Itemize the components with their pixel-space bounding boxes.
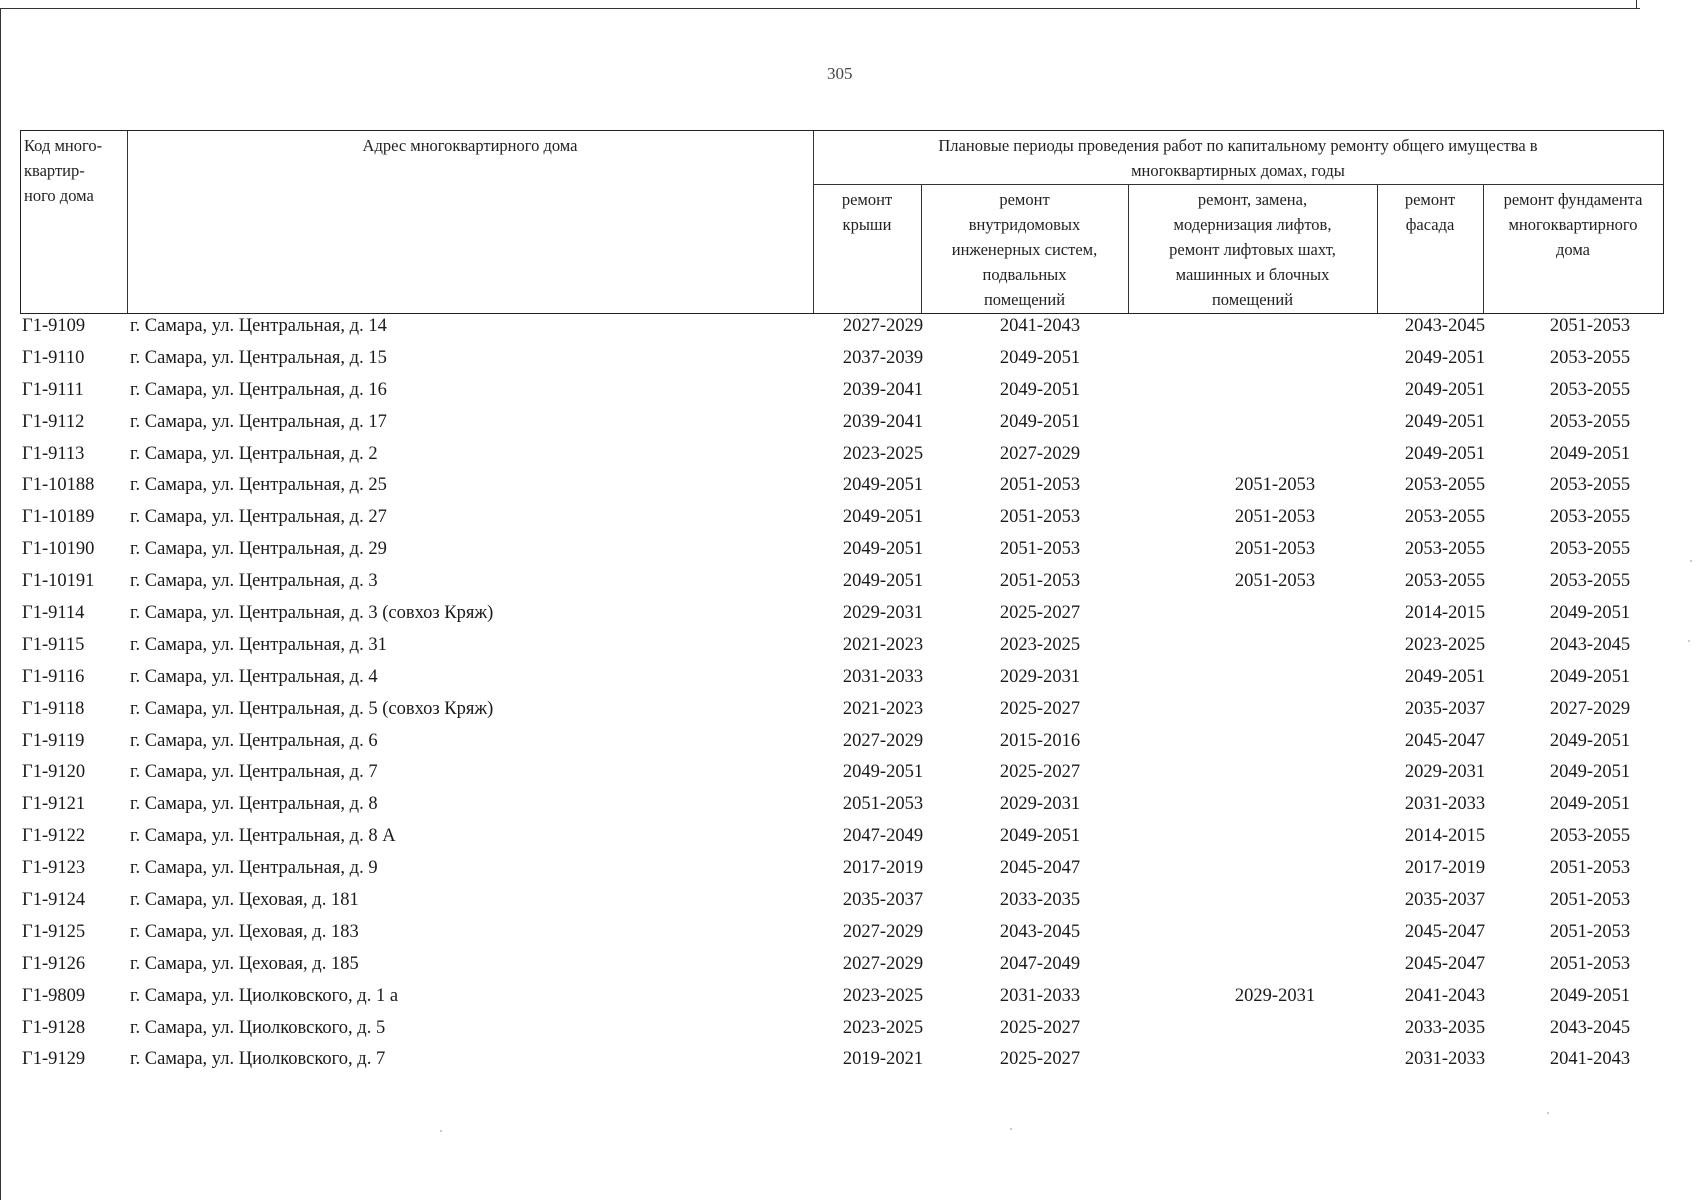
- cell-engineering: 2051-2053: [999, 475, 1081, 496]
- cell-facade: 2049-2051: [1404, 411, 1486, 432]
- cell-address: г. Самара, ул. Центральная, д. 2: [130, 443, 378, 464]
- cell-address: г. Самара, ул. Циолковского, д. 7: [130, 1049, 386, 1070]
- cell-code: Г1-10188: [22, 475, 95, 496]
- cell-code: Г1-10189: [22, 507, 95, 528]
- cell-roof: 2047-2049: [842, 826, 924, 847]
- cell-facade: 2053-2055: [1404, 539, 1486, 560]
- cell-roof: 2027-2029: [842, 953, 924, 974]
- cell-roof: 2037-2039: [842, 347, 924, 368]
- header-lift: ремонт, замена, модернизация лифтов, ремонт лифтовых шахт, машинных и блочных помещений: [1169, 190, 1336, 309]
- cell-foundation: 2027-2029: [1549, 698, 1631, 719]
- cell-roof: 2023-2025: [842, 985, 924, 1006]
- cell-facade: 2029-2031: [1404, 762, 1486, 783]
- cell-code: Г1-9120: [22, 762, 86, 783]
- cell-address: г. Самара, ул. Центральная, д. 3: [130, 571, 378, 592]
- cell-foundation: 2053-2055: [1549, 571, 1631, 592]
- cell-facade: 2014-2015: [1404, 826, 1486, 847]
- cell-foundation: 2053-2055: [1549, 539, 1631, 560]
- cell-code: Г1-9109: [22, 316, 86, 336]
- cell-roof: 2021-2023: [842, 698, 924, 719]
- cell-facade: 2049-2051: [1404, 379, 1486, 400]
- cell-foundation: 2051-2053: [1549, 858, 1631, 879]
- cell-address: г. Самара, ул. Центральная, д. 31: [130, 634, 387, 655]
- cell-foundation: 2049-2051: [1549, 603, 1631, 624]
- scan-speck: [1688, 640, 1690, 642]
- cell-code: Г1-9116: [22, 666, 85, 687]
- cell-foundation: 2053-2055: [1549, 475, 1631, 496]
- cell-code: Г1-9118: [22, 698, 85, 719]
- cell-code: Г1-9126: [22, 953, 86, 974]
- cell-foundation: 2051-2053: [1549, 921, 1631, 942]
- cell-foundation: 2053-2055: [1549, 411, 1631, 432]
- cell-facade: 2049-2051: [1404, 347, 1486, 368]
- table-row: [20, 728, 1664, 760]
- cell-address: г. Самара, ул. Цеховая, д. 185: [130, 953, 359, 974]
- cell-code: Г1-9123: [22, 858, 86, 879]
- cell-facade: 2023-2025: [1404, 634, 1486, 655]
- page-frame-left: [0, 8, 1, 1200]
- table-row: [20, 1015, 1664, 1047]
- table-row: [20, 632, 1664, 664]
- cell-code: Г1-9122: [22, 826, 86, 847]
- cell-foundation: 2043-2045: [1549, 1017, 1631, 1038]
- cell-engineering: 2041-2043: [999, 316, 1081, 336]
- cell-address: г. Самара, ул. Центральная, д. 25: [130, 475, 387, 496]
- table-row: [20, 377, 1664, 409]
- cell-engineering: 2027-2029: [999, 443, 1081, 464]
- cell-roof: 2049-2051: [842, 762, 924, 783]
- cell-foundation: 2053-2055: [1549, 347, 1631, 368]
- cell-roof: 2019-2021: [842, 1049, 924, 1070]
- cell-address: г. Самара, ул. Центральная, д. 16: [130, 379, 387, 400]
- table-row: [20, 919, 1664, 951]
- cell-roof: 2049-2051: [842, 475, 924, 496]
- table-row: [20, 472, 1664, 504]
- cell-roof: 2027-2029: [842, 921, 924, 942]
- cell-roof: 2049-2051: [842, 539, 924, 560]
- table-row: [20, 600, 1664, 632]
- cell-facade: 2053-2055: [1404, 475, 1486, 496]
- cell-foundation: 2051-2053: [1549, 890, 1631, 911]
- cell-engineering: 2025-2027: [999, 762, 1081, 783]
- cell-lift: 2051-2053: [1234, 507, 1316, 528]
- header-engineering: ремонт внутридомовых инженерных систем, подвальных помещений: [951, 190, 1098, 309]
- cell-code: Г1-9113: [22, 443, 85, 464]
- table-row: [20, 504, 1664, 536]
- cell-roof: 2027-2029: [842, 730, 924, 751]
- header-facade: ремонт фасада: [1404, 190, 1456, 234]
- cell-roof: 2031-2033: [842, 666, 924, 687]
- cell-address: г. Самара, ул. Цеховая, д. 183: [130, 921, 359, 942]
- cell-facade: 2031-2033: [1404, 1049, 1486, 1070]
- cell-roof: 2021-2023: [842, 634, 924, 655]
- header-code: Код много- квартир- ного дома: [24, 136, 103, 205]
- cell-foundation: 2053-2055: [1549, 507, 1631, 528]
- cell-address: г. Самара, ул. Цеховая, д. 181: [130, 890, 359, 911]
- cell-lift: 2029-2031: [1234, 985, 1316, 1006]
- cell-facade: 2014-2015: [1404, 603, 1486, 624]
- cell-facade: 2049-2051: [1404, 443, 1486, 464]
- cell-code: Г1-9809: [22, 985, 86, 1006]
- cell-foundation: 2051-2053: [1549, 316, 1631, 336]
- cell-facade: 2031-2033: [1404, 794, 1486, 815]
- cell-engineering: 2049-2051: [999, 379, 1081, 400]
- header-address: Адрес многоквартирного дома: [362, 136, 578, 155]
- cell-engineering: 2023-2025: [999, 634, 1081, 655]
- scan-speck: [1010, 1128, 1012, 1130]
- page-frame-top: [0, 8, 1640, 9]
- cell-roof: 2023-2025: [842, 443, 924, 464]
- cell-code: Г1-9112: [22, 411, 85, 432]
- cell-engineering: 2045-2047: [999, 858, 1081, 879]
- cell-address: г. Самара, ул. Центральная, д. 8: [130, 794, 378, 815]
- table-row: [20, 441, 1664, 473]
- cell-address: г. Самара, ул. Центральная, д. 29: [130, 539, 387, 560]
- cell-address: г. Самара, ул. Центральная, д. 17: [130, 411, 387, 432]
- cell-engineering: 2025-2027: [999, 603, 1081, 624]
- cell-address: г. Самара, ул. Центральная, д. 14: [130, 316, 387, 336]
- table-row: [20, 983, 1664, 1015]
- cell-code: Г1-9121: [22, 794, 86, 815]
- table-row: [20, 823, 1664, 855]
- cell-engineering: 2051-2053: [999, 539, 1081, 560]
- cell-facade: 2045-2047: [1404, 921, 1486, 942]
- cell-lift: 2051-2053: [1234, 571, 1316, 592]
- table-row: [20, 855, 1664, 887]
- scan-speck: [440, 1130, 442, 1132]
- cell-code: Г1-9125: [22, 921, 86, 942]
- cell-engineering: 2025-2027: [999, 698, 1081, 719]
- cell-foundation: 2043-2045: [1549, 634, 1631, 655]
- cell-address: г. Самара, ул. Центральная, д. 27: [130, 507, 387, 528]
- cell-code: Г1-10191: [22, 571, 95, 592]
- cell-address: г. Самара, ул. Центральная, д. 8 А: [130, 826, 396, 847]
- cell-engineering: 2049-2051: [999, 411, 1081, 432]
- cell-facade: 2035-2037: [1404, 698, 1486, 719]
- cell-facade: 2043-2045: [1404, 316, 1486, 336]
- table-row: [20, 951, 1664, 983]
- cell-foundation: 2049-2051: [1549, 666, 1631, 687]
- cell-engineering: 2047-2049: [999, 953, 1081, 974]
- cell-roof: 2049-2051: [842, 571, 924, 592]
- cell-address: г. Самара, ул. Центральная, д. 9: [130, 858, 378, 879]
- cell-roof: 2051-2053: [842, 794, 924, 815]
- cell-roof: 2049-2051: [842, 507, 924, 528]
- cell-code: Г1-9119: [22, 730, 85, 751]
- cell-engineering: 2049-2051: [999, 347, 1081, 368]
- cell-foundation: 2049-2051: [1549, 443, 1631, 464]
- cell-facade: 2045-2047: [1404, 953, 1486, 974]
- cell-facade: 2053-2055: [1404, 507, 1486, 528]
- header-foundation: ремонт фундамента многоквартирного дома: [1503, 190, 1643, 259]
- cell-code: Г1-9128: [22, 1017, 86, 1038]
- cell-facade: 2017-2019: [1404, 858, 1486, 879]
- cell-code: Г1-9124: [22, 890, 86, 911]
- cell-code: Г1-9115: [22, 634, 85, 655]
- cell-engineering: 2051-2053: [999, 507, 1081, 528]
- cell-foundation: 2053-2055: [1549, 379, 1631, 400]
- cell-foundation: 2049-2051: [1549, 730, 1631, 751]
- cell-engineering: 2049-2051: [999, 826, 1081, 847]
- cell-address: г. Самара, ул. Циолковского, д. 1 а: [130, 985, 399, 1006]
- cell-facade: 2053-2055: [1404, 571, 1486, 592]
- cell-engineering: 2031-2033: [999, 985, 1081, 1006]
- table-row: [20, 568, 1664, 600]
- cell-engineering: 2015-2016: [999, 730, 1081, 751]
- cell-roof: 2039-2041: [842, 379, 924, 400]
- cell-address: г. Самара, ул. Центральная, д. 4: [130, 666, 378, 687]
- cell-code: Г1-9110: [22, 347, 85, 368]
- table-row: [20, 791, 1664, 823]
- cell-facade: 2035-2037: [1404, 890, 1486, 911]
- cell-lift: 2051-2053: [1234, 539, 1316, 560]
- table-row: [20, 536, 1664, 568]
- cell-engineering: 2029-2031: [999, 666, 1081, 687]
- cell-address: г. Самара, ул. Центральная, д. 5 (совхоз Кряж): [130, 698, 494, 719]
- table-body: [20, 313, 1664, 1078]
- cell-roof: 2035-2037: [842, 890, 924, 911]
- cell-lift: 2051-2053: [1234, 475, 1316, 496]
- table-row: [20, 409, 1664, 441]
- cell-address: г. Самара, ул. Центральная, д. 6: [130, 730, 378, 751]
- header-divider: [813, 184, 1663, 185]
- scan-speck: [1547, 1112, 1549, 1114]
- cell-foundation: 2041-2043: [1549, 1049, 1631, 1070]
- cell-roof: 2027-2029: [842, 316, 924, 336]
- cell-engineering: 2033-2035: [999, 890, 1081, 911]
- cell-roof: 2023-2025: [842, 1017, 924, 1038]
- table-row: [20, 696, 1664, 728]
- cell-foundation: 2053-2055: [1549, 826, 1631, 847]
- cell-engineering: 2051-2053: [999, 571, 1081, 592]
- cell-address: г. Самара, ул. Центральная, д. 7: [130, 762, 378, 783]
- cell-engineering: 2025-2027: [999, 1017, 1081, 1038]
- cell-roof: 2039-2041: [842, 411, 924, 432]
- cell-foundation: 2051-2053: [1549, 953, 1631, 974]
- table-row: [20, 887, 1664, 919]
- table-row: [20, 759, 1664, 791]
- cell-facade: 2041-2043: [1404, 985, 1486, 1006]
- cell-engineering: 2043-2045: [999, 921, 1081, 942]
- header-divider: [127, 131, 128, 313]
- cell-code: Г1-9129: [22, 1049, 86, 1070]
- cell-code: Г1-9111: [22, 379, 84, 400]
- header-roof: ремонт крыши: [841, 190, 893, 234]
- cell-address: г. Самара, ул. Центральная, д. 15: [130, 347, 387, 368]
- cell-address: г. Самара, ул. Циолковского, д. 5: [130, 1017, 386, 1038]
- cell-foundation: 2049-2051: [1549, 794, 1631, 815]
- table-row: [20, 1046, 1664, 1078]
- cell-foundation: 2049-2051: [1549, 762, 1631, 783]
- cell-roof: 2017-2019: [842, 858, 924, 879]
- table-row: [20, 313, 1664, 345]
- scan-speck: [1690, 560, 1692, 562]
- cell-code: Г1-9114: [22, 603, 85, 624]
- cell-facade: 2033-2035: [1404, 1017, 1486, 1038]
- table-header: [20, 130, 1664, 314]
- cell-facade: 2049-2051: [1404, 666, 1486, 687]
- cell-code: Г1-10190: [22, 539, 95, 560]
- cell-engineering: 2029-2031: [999, 794, 1081, 815]
- table-row: [20, 664, 1664, 696]
- cell-facade: 2045-2047: [1404, 730, 1486, 751]
- cell-engineering: 2025-2027: [999, 1049, 1081, 1070]
- page-number: 305: [827, 64, 853, 83]
- table-row: [20, 345, 1664, 377]
- cell-address: г. Самара, ул. Центральная, д. 3 (совхоз Кряж): [130, 603, 494, 624]
- page-frame-corner: [1636, 0, 1637, 8]
- cell-roof: 2029-2031: [842, 603, 924, 624]
- cell-foundation: 2049-2051: [1549, 985, 1631, 1006]
- header-periods: Плановые периоды проведения работ по капитальному ремонту общего имущества в многоквартирных домах, годы: [938, 136, 1538, 180]
